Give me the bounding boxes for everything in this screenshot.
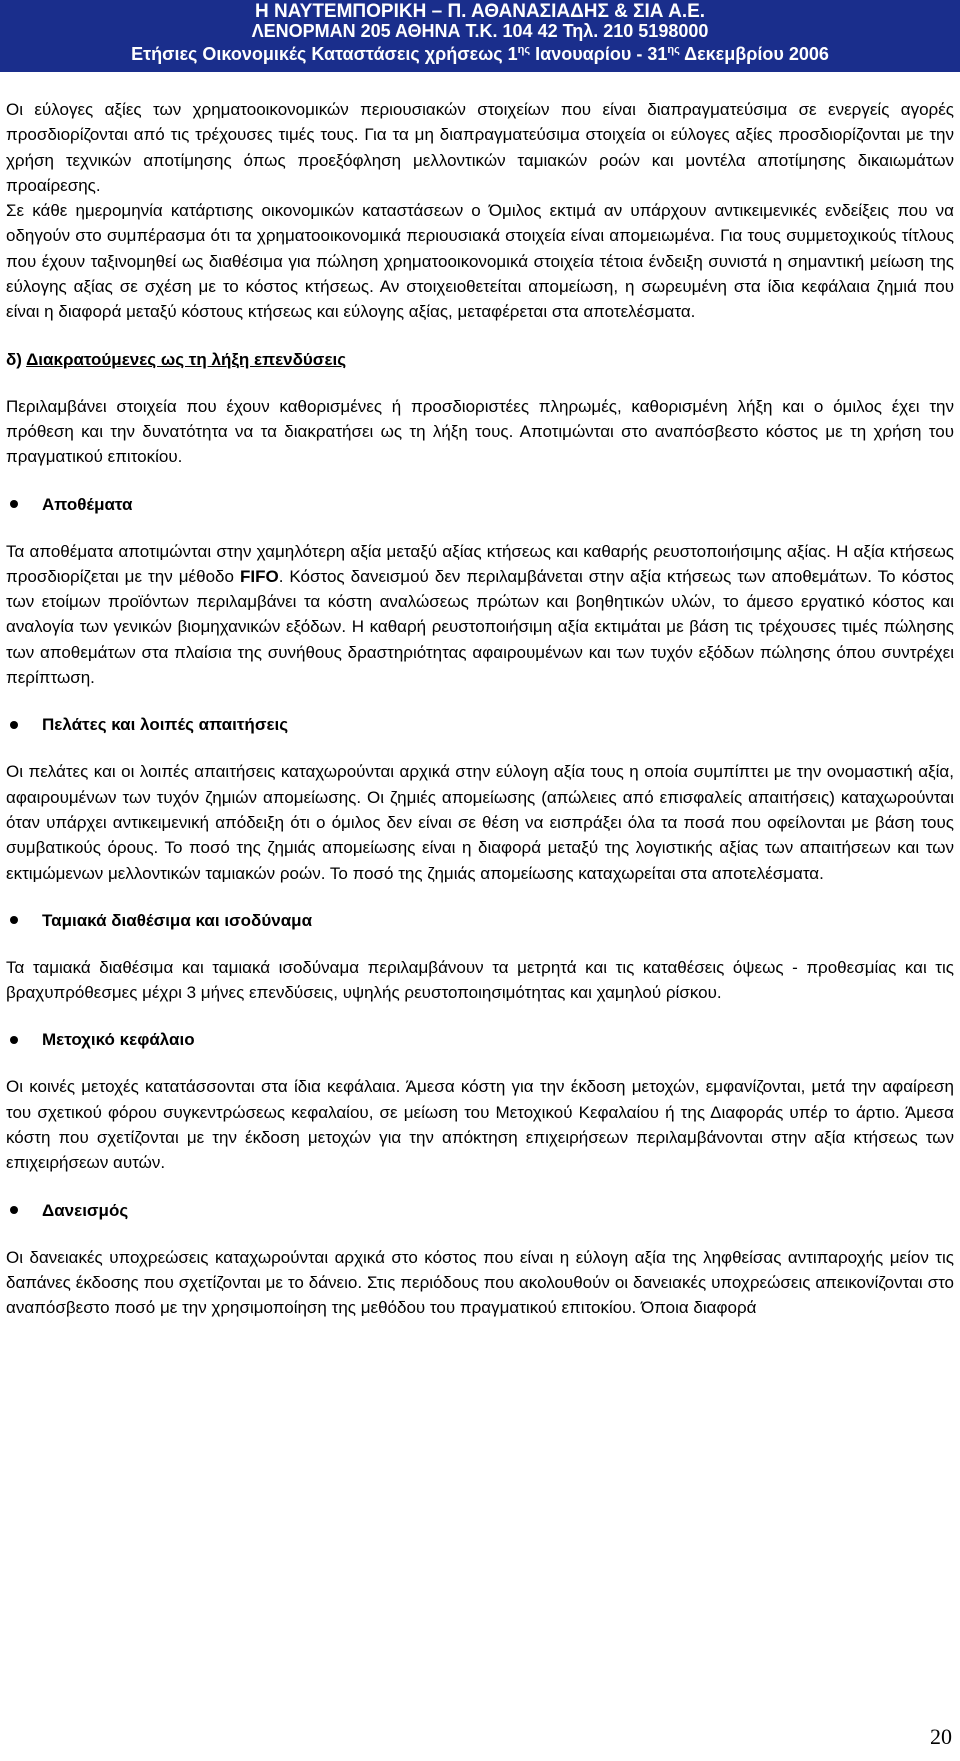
bullet-icon	[10, 500, 18, 508]
document-body	[6, 97, 954, 1321]
paragraph-receivables: Οι πελάτες και οι λοιπές απαιτήσεις καταχωρούνται αρχικά στην εύλογη αξία τους η οποία συμπίπτει με την ονομαστική αξία, αφαιρουμένων των τυχόν ζημιών απομείωσης. Οι ζημιές απομείωσης (απώλειες από επισφαλείς απαιτήσεις) καταχωρούνται όταν υπάρχει αντικειμενική απόδειξη ότι ο όμιλος δεν είναι σε θέση να εισπράξει όλα τα ποσά που οφείλονται με βάση τους συμβατικούς όρους. Το ποσό της ζημιάς απομείωσης είναι η διαφορά μεταξύ της λογιστικής αξίας των απαιτήσεων και των εκτιμώμενων μελλοντικών ταμιακών ροών. Το ποσό της ζημιάς απομείωσης καταχωρείται στα αποτελέσματα.	[6, 762, 954, 883]
bullet-icon	[10, 916, 18, 924]
bullet-heading-cash: Ταμιακά διαθέσιμα και ισοδύναμα	[6, 908, 954, 933]
paragraph-held-to-maturity: Περιλαμβάνει στοιχεία που έχουν καθορισμένες ή προσδιοριστέες πληρωμές, καθορισμένη λήξη και ο όμιλος έχει την πρόθεση και την δυνατότητα να τα διακρατήσει ως τη λήξη τους. Αποτιμώνται στο αναπόσβεστο κόστος με τη χρήση του πραγματικού επιτοκίου.	[6, 396, 954, 467]
page-number: 20	[930, 1724, 952, 1749]
bullet-heading-inventories: Αποθέματα	[6, 492, 954, 517]
header-address: ΛΕΝΟΡΜΑΝ 205 ΑΘΗΝΑ Τ.Κ. 104 42 Τηλ. 210 5198000	[251, 21, 709, 41]
paragraph-impairment: Σε κάθε ημερομηνία κατάρτισης οικονομικών καταστάσεων ο Όμιλος εκτιμά αν υπάρχουν αντικειμενικές ενδείξεις που να οδηγούν στο συμπέρασμα ότι τα χρηματοοικονομικά περιουσιακά στοιχεία είναι απομειωμένα. Για τους συμμετοχικούς τίτλους που έχουν ταξινομηθεί ως διαθέσιμα για πώληση χρηματοοικονομικά στοιχεία τέτοια ένδειξη συνιστά η σημαντική μείωση της εύλογης αξίας σε σχέση με το κόστος κτήσεως. Αν στοιχειοθετείται απομείωση, η σωρευμένη στα ίδια κεφάλαια ζημιά που είναι η διαφορά μεταξύ κόστους κτήσεως και εύλογης αξίας, μεταφέρεται στα αποτελέσματα.	[6, 201, 954, 322]
paragraph-share-capital: Οι κοινές μετοχές κατατάσσονται στα ίδια κεφάλαια. Άμεσα κόστη για την έκδοση μετοχών, εμφανίζονται, μετά την αφαίρεση του σχετικού φόρου συγκεντρώσεως κεφαλαίου, σε μείωση του Μετοχικού Κεφαλαίου ή της Διαφοράς υπέρ το άρτιο. Άμεσα κόστη που σχετίζονται με την έκδοση μετοχών για την απόκτηση επιχειρήσεων περιλαμβάνονται στην αξία κτήσεως των επιχειρήσεων αυτών.	[6, 1077, 954, 1173]
header-report-title: Ετήσιες Οικονομικές Καταστάσεις χρήσεως $1^{\eta\varsigma}$ Ιανουαρίου - $31^{\eta\varsigma}$ Δεκεμβρίου 2006	[131, 44, 829, 64]
paragraph-fair-values: Οι εύλογες αξίες των χρηματοοικονομικών περιουσιακών στοιχείων που είναι διαπραγματεύσιμα σε ενεργείς αγορές προσδιορίζονται από τις τρέχουσες τιμές τους. Για τα μη διαπραγματεύσιμα στοιχεία οι εύλογες αξίες προσδιορίζονται με την χρήση τεχνικών αποτίμησης όπως προεξόφληση μελλοντικών ταμιακών ροών και μοντέλα αποτίμησης δικαιωμάτων προαίρεσης.	[6, 100, 954, 195]
bullet-heading-share-capital: Μετοχικό κεφάλαιο	[6, 1027, 954, 1052]
bullet-icon	[10, 721, 18, 729]
section-heading-held-to-maturity: δ) Διακρατούμενες ως τη λήξη επενδύσεις	[6, 349, 347, 369]
bullet-icon	[10, 1206, 18, 1214]
document-header	[0, 0, 960, 72]
header-company: Η ΝΑΥΤΕΜΠΟΡΙΚΗ – Π. ΑΘΑΝΑΣΙΑΔΗΣ & ΣΙΑ Α.Ε.	[254, 1, 706, 22]
paragraph-cash: Τα ταμιακά διαθέσιμα και ταμιακά ισοδύναμα περιλαμβάνουν τα μετρητά και τις καταθέσεις όψεως - προθεσμίας και τις βραχυπρόθεσμες μέχρι 3 μήνες επενδύσεις, υψηλής ρευστοποιησιμότητας και χαμηλού ρίσκου.	[6, 957, 954, 1003]
bullet-heading-receivables: Πελάτες και λοιπές απαιτήσεις	[6, 712, 954, 737]
bullet-heading-borrowings: Δανεισμός	[6, 1198, 954, 1223]
paragraph-inventories: Τα αποθέματα αποτιμώνται στην χαμηλότερη αξία μεταξύ αξίας κτήσεως και καθαρής ρευστοποιήσιμης αξίας. Η αξία κτήσεως προσδιορίζεται με την μέθοδο FIFO. Κόστος δανεισμού δεν περιλαμβάνεται στην αξία κτήσεως των αποθεμάτων. Το κόστος των ετοίμων προϊόντων περιλαμβάνει τα κόστη αναλώσεως πρώτων και βοηθητικών υλών, το άμεσο εργατικό κόστος και αναλογία των γενικών βιομηχανικών εξόδων. Η καθαρή ρευστοποιήσιμη αξία εκτιμάται με βάση τις τρέχουσες τιμές πώλησης των αποθεμάτων στα πλαίσια της συνήθους δραστηριότητας αφαιρουμένων και των τυχόν εξόδων πώλησης όπου συντρέχει περίπτωση.	[6, 541, 955, 688]
bullet-icon	[10, 1036, 18, 1044]
paragraph-borrowings: Οι δανειακές υποχρεώσεις καταχωρούνται αρχικά στο κόστος που είναι η εύλογη αξία της ληφθείσας αντιπαροχής μείον τις δαπάνες έκδοσης που σχετίζονται με το δάνειο. Στις περιόδους που ακολουθούν οι δανειακές υποχρεώσεις απεικονίζονται στο αναπόσβεστο ποσό με την χρησιμοποίηση της μεθόδου του πραγματικού επιτοκίου. Όποια διαφορά	[6, 1247, 954, 1318]
